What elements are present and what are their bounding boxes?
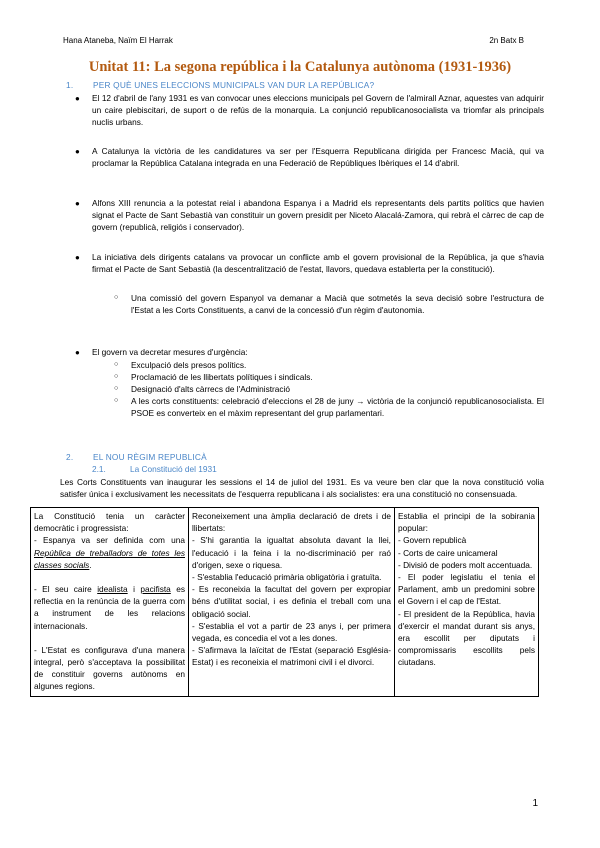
sub-bullet-5-2: Proclamació de les llibertats polítiques i sindicals. (131, 372, 313, 382)
sub-bullet-5-4: A les corts constituents: celebració d'eleccions el 28 de juny → victòria de la conjunció republicanosocialista. El PSOE es converteix en el màxim representant del grup parlamentari. (131, 396, 544, 419)
text-span: - Espanya va ser definida com una (34, 535, 185, 546)
cell-item: - S'establia l'educació primària obligatòria i gratuïta. (192, 572, 382, 583)
bullet-icon: ● (75, 253, 80, 262)
cell-item: - Corts de caire unicameral (398, 547, 498, 558)
bullet-icon: ● (75, 348, 80, 357)
bullet-text-3: Alfons XIII renuncia a la potestat reial i abandona Espanya i a Madrid els representants dels partits polítics que havien signat el Pacte de Sant Sebastià van constituir un govern presidit per Niceto Alacalá-Zamora, qui rebrà el càrrec de cap de govern (republicà, religiós i conservador). (92, 198, 544, 233)
section2-number: 2. (66, 452, 74, 462)
cell-paragraph (34, 534, 185, 571)
sub-bullet-5-3: Designació d'alts càrrecs de l'Administració (131, 384, 291, 394)
cell-item: - El poder legislatiu el tenia el Parlament, amb un predomini sobre el Govern i el cap de l'Estat. (398, 572, 535, 607)
bullet-text-5: El govern va decretar mesures d'urgència: (92, 347, 248, 357)
circle-bullet-icon: ○ (114, 385, 119, 392)
cell-item: - El president de la República, havia d'exercir el mandat durant sis anys, era escollit per diputats i compromissaris escollits pels ciutadans. (398, 608, 535, 668)
cell-item: - Es reconeixia la facultat del govern per expropiar béns d'utilitat social, i es definia el treball com una obligació social. (192, 584, 391, 619)
constitution-table (30, 507, 539, 697)
cell-paragraph (34, 583, 185, 632)
text-span: es reflectia en la renúncia de la guerra com a instrument de les relacions internacionals. (34, 584, 185, 631)
bullet-text-4: La iniciativa dels dirigents catalans va provocar un conflicte amb el govern provisional de la República, ja que s'havia firmat el Pacte de Sant Sebastià (la descentralització de l'estat, llavors, quedava establerta per la constitució). (92, 252, 544, 275)
text-span: - El seu caire (34, 584, 98, 595)
cell-item: - Divisió de poders molt accentuada. (398, 559, 533, 570)
section2-heading (66, 452, 207, 462)
text-span: i (127, 584, 141, 595)
cell-intro: Reconeixement una àmplia declaració de drets i de llibertats: (192, 511, 391, 534)
cell-item: - S'hi garantia la igualtat absoluta davant la llei, l'educació i la feina i la no-discriminació per raó d'origen, sexe o riquesa. (192, 535, 391, 570)
header-authors: Hana Ataneba, Naïm El Harrak (63, 36, 173, 45)
constitution-paragraph: Les Corts Constituents van inaugurar les sessions el 14 de juliol del 1931. Es va veure ben clar que la nova constitució volia satisfer única i exclusivament les necessitats de l'esquerra republicana i als socialistes: era una constitució no consensuada. (60, 477, 544, 500)
page-title: Unitat 11: La segona república i la Catalunya autònoma (1931-1936) (88, 59, 512, 75)
cell-intro: La Constitució tenia un caràcter democràtic i progressista: (34, 511, 185, 534)
idealista-word: idealista (97, 584, 128, 595)
pacifista-word: pacifista (140, 584, 171, 595)
bullet-text-1: El 12 d'abril de l'any 1931 es van convocar unes eleccions municipals pel Govern de l'almirall Aznar, aquestes van adquirir un caire plebiscitari, de suport o de refús de la monarquia. La conjunció republicanosocialista va triomfar als principals nuclis urbans. (92, 93, 544, 128)
header-course: 2n Batx B (489, 36, 524, 45)
sub-bullet-5-1: Exculpació dels presos polítics. (131, 360, 247, 370)
section1-heading (66, 80, 374, 90)
workers-republic-phrase: República de treballadors de totes les classes socials (34, 547, 185, 570)
circle-bullet-icon: ○ (114, 397, 119, 404)
cell-item: - Govern republicà (398, 535, 467, 546)
page-number: 1 (532, 798, 538, 809)
table-cell-rights (189, 508, 395, 697)
table-row (31, 508, 539, 697)
table-cell-democratic (31, 508, 189, 697)
bullet-icon: ● (75, 199, 80, 208)
cell-paragraph: - L'Estat es configurava d'una manera integral, però s'acceptava la possibilitat de constituir governs autònoms en algunes regions. (34, 644, 185, 692)
circle-bullet-icon: ○ (114, 294, 119, 301)
cell-item: - S'afirmava la laïcitat de l'Estat (separació Església-Estat) i es reconeixia el matrimoni civil i el divorci. (192, 645, 391, 668)
subsection-heading-text: La Constitució del 1931 (130, 464, 217, 474)
cell-intro: Establia el principi de la sobirania popular: (398, 511, 535, 534)
cell-item: - S'establia el vot a partir de 23 anys i, per primera vegada, es concedia el vot a les dones. (192, 620, 391, 644)
subsection-heading (92, 464, 217, 474)
text-span: . (89, 559, 92, 570)
circle-bullet-icon: ○ (114, 361, 119, 368)
sub-bullet-4: Una comissió del govern Espanyol va demanar a Macià que sotmetés la seva decisió sobre l'estructura de l'Estat a les Corts Constituents, a canvi de la concessió d'un règim d'autonomia. (131, 293, 544, 316)
bullet-icon: ● (75, 94, 80, 103)
section1-number: 1. (66, 80, 74, 90)
bullet-icon: ● (75, 147, 80, 156)
circle-bullet-icon: ○ (114, 373, 119, 380)
bullet-text-2: A Catalunya la victòria de les candidatures va ser per l'Esquerra Republicana dirigida per Francesc Macià, qui va proclamar la República Catalana integrada en una Federació de Repúbliques Ibèriques el 14 d'abril. (92, 146, 544, 169)
table-cell-sovereignty (395, 508, 539, 697)
section1-heading-text: PER QUÈ UNES ELECCIONS MUNICIPALS VAN DUR LA REPÚBLICA? (93, 80, 375, 90)
subsection-number: 2.1. (92, 464, 106, 474)
section2-heading-text: EL NOU RÈGIM REPUBLICÀ (93, 452, 207, 462)
